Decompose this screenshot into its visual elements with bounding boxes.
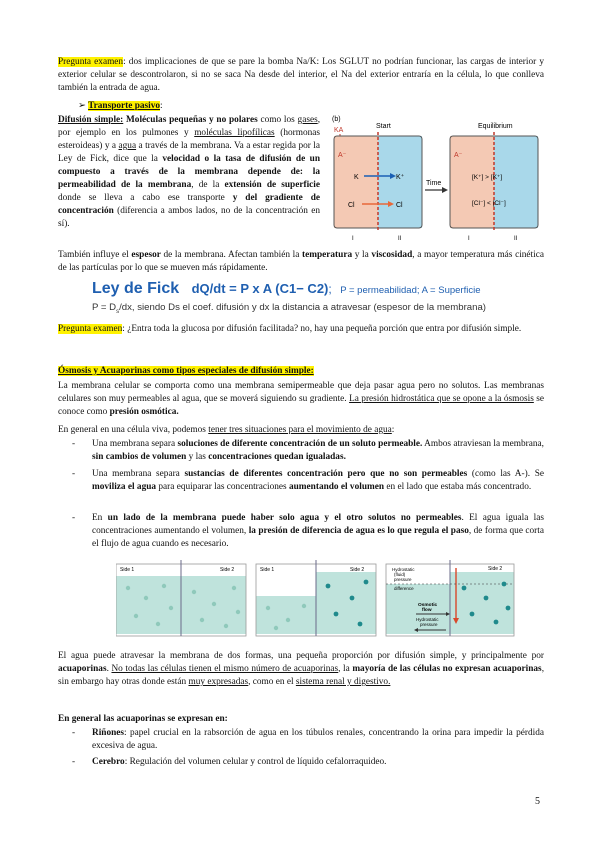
- hydro-pressure-label: Hydrostatic: [416, 617, 439, 622]
- text: , de la: [191, 180, 225, 190]
- cl-label-2: Cl: [396, 202, 403, 209]
- bold-presion: presión osmótica.: [109, 407, 179, 417]
- fick-law-block: [92, 280, 552, 298]
- acuaporinas-heading: [58, 713, 544, 726]
- osmosis-diagram: [116, 558, 516, 638]
- text: para equiparar las concentraciones: [156, 482, 289, 492]
- eq-side-ii-label: II: [514, 236, 518, 242]
- gases-text: gases: [297, 115, 318, 125]
- eq-left-fluid: [450, 136, 494, 228]
- side-ii-label: II: [398, 236, 402, 242]
- underline-text: sistema renal y digestivo.: [295, 677, 391, 687]
- bold: la presión de diferencia de agua es lo que regula el paso: [248, 526, 469, 536]
- agua-text: agua: [118, 141, 137, 151]
- text: de la membrana. Afectan también la: [160, 250, 303, 260]
- bold: Riñones: [92, 728, 125, 738]
- text: : papel crucial en la rabsorción de agua en los túbulos renales, concentrando la orina para impedir la pérdida excesiva de agua.: [92, 728, 544, 751]
- exam-text: : ¿Entra toda la glucosa por difusión facilitada? no, hay una pequeña porción que entra por difusión simple.: [122, 324, 522, 334]
- eq-side-i-label: I: [468, 236, 470, 242]
- dash: -: [72, 469, 76, 479]
- osmosis-heading: Ósmosis y Acuaporinas como tipos especiales de difusión simple:: [58, 366, 314, 376]
- exam-question-1: [58, 56, 544, 95]
- text: . El agua iguala las concentraciones aumentando el volumen,: [92, 513, 544, 536]
- text: y las: [186, 452, 209, 462]
- difusion-title: Difusión simple:: [58, 115, 124, 125]
- text: En: [92, 513, 108, 523]
- underline-text: No todas las células tienen el mismo número de acuaporinas: [111, 664, 339, 674]
- text: /dx, siendo Ds el coef. difusión y dx la distancia a atravesar (espesor de la membrana): [119, 302, 486, 313]
- bullet-text: [92, 727, 544, 753]
- eq-k-label: [K⁺] > [K⁺]: [472, 174, 503, 181]
- tambien-influye-paragraph: [58, 249, 544, 275]
- sep: ;: [328, 282, 332, 296]
- panel-b-left-fluid: [256, 596, 316, 634]
- panel-a-side2: Side 2: [220, 567, 235, 573]
- bullet-text: [92, 438, 544, 464]
- tres-situaciones: [58, 424, 544, 437]
- text: (hormonas esteroideas) y a: [58, 128, 320, 151]
- bold-espesor: espesor: [131, 250, 161, 260]
- bold: aumentando el volumen: [288, 482, 385, 492]
- dash: -: [72, 439, 76, 449]
- panel-label: (b): [332, 116, 341, 123]
- osmosis-paragraph: [58, 380, 544, 419]
- time-arrow-head: [442, 187, 448, 193]
- start-left-fluid: [334, 136, 378, 228]
- osmotic-label: Osmotic: [418, 603, 438, 608]
- text: , como en el: [248, 677, 296, 687]
- cerebro-item: [58, 756, 544, 769]
- fick-equation: dQ/dt = P x A (C1− C2): [191, 281, 329, 296]
- page-number: 5: [535, 796, 540, 807]
- cl-label: Cl: [348, 202, 355, 209]
- a-minus-left: A⁻: [338, 152, 347, 159]
- bold: un lado de la membrana puede haber solo agua y el otro solutos no permeables: [107, 513, 462, 523]
- fick-title: Ley de Fick: [92, 280, 180, 297]
- lipofilicas-text: moléculas lipofílicas: [194, 128, 275, 138]
- panel-b-side2: Side 2: [350, 567, 365, 573]
- text: como los: [257, 115, 298, 125]
- text: donde se lleva a cabo ese transporte: [58, 193, 233, 203]
- bold: sin cambios de volumen: [92, 452, 187, 462]
- text: , por ejemplo en los pulmones y: [58, 115, 321, 138]
- hydro-label-2: (fluid): [394, 572, 406, 577]
- side-i-label: I: [352, 236, 354, 242]
- osmosis-title: [58, 365, 544, 378]
- bold: Cerebro: [92, 757, 125, 767]
- bold-moleculas: Moléculas pequeñas y no polares: [126, 115, 258, 125]
- hydro-label-4: difference: [394, 586, 414, 591]
- arrow-bullet-icon: ➢: [78, 101, 86, 111]
- text: También influye el: [58, 250, 132, 260]
- k-label: K: [354, 174, 359, 181]
- text: (como las A-). Se: [467, 469, 544, 479]
- text: y la: [352, 250, 372, 260]
- exam-question-2: [58, 323, 544, 336]
- bold: moviliza el agua: [92, 482, 157, 492]
- underline-text: La presión hidrostática que se opone a la ósmosis: [349, 394, 534, 404]
- bold: concentraciones quedan igualadas.: [208, 452, 346, 462]
- bold-viscosidad: viscosidad: [371, 250, 413, 260]
- dash: -: [72, 757, 76, 767]
- bullet-text: [92, 512, 544, 551]
- hydro-pressure-label-2: pressure: [420, 622, 438, 627]
- a-minus-right: A⁻: [454, 152, 463, 159]
- exam-label: Pregunta examen: [58, 57, 124, 67]
- equilibrium-label: Equilibrium: [478, 123, 513, 130]
- bold-gradiente: y del gradiente de concentración: [58, 193, 320, 216]
- time-label: Time: [426, 180, 442, 187]
- text: :: [391, 425, 395, 435]
- text: , de forma que corta el flujo de agua cuando es necesario.: [92, 526, 544, 549]
- text: , sin embargo hay otras donde están: [58, 664, 545, 687]
- situation-1: [58, 438, 544, 464]
- text: Ambos atraviesan la membrana,: [422, 439, 544, 449]
- text: .: [106, 664, 112, 674]
- bold: soluciones de diferente concentración de un soluto permeable.: [177, 439, 423, 449]
- panel-c-side2: Side 2: [488, 566, 503, 572]
- fick-legend: P = permeabilidad; A = Superficie: [340, 285, 481, 296]
- panel-c-right-fluid: [450, 572, 514, 634]
- situation-2: [58, 468, 544, 494]
- text: : Regulación del volumen celular y control de líquido cefalorraquideo.: [124, 757, 387, 767]
- eq-right-fluid: [494, 136, 538, 228]
- rinones-item: [58, 727, 544, 753]
- situation-3: [58, 512, 544, 551]
- bullet-text: [92, 468, 544, 494]
- start-right-fluid: [378, 136, 422, 228]
- bold-mayoria: mayoría de las células no expresan acuaporinas: [352, 664, 542, 674]
- underline-text: tener tres situaciones para el movimiento de agua: [208, 425, 392, 435]
- text: Una membrana separa: [92, 469, 185, 479]
- agua-paragraph: [58, 650, 544, 689]
- hydro-label-1: Hydrostatic: [392, 567, 415, 572]
- panel-a-side1: Side 1: [120, 567, 135, 573]
- exam-text: : dos implicaciones de que se pare la bomba Na/K: Los SGLUT no podrían funcionar, las cargas de interior y exterior celular se descontrolaron, si no se saca Na desde del interior, el Na del exterior entraría en la célula, lo que conlleva también la entrada de agua.: [58, 57, 545, 93]
- diffusion-diagram: [330, 112, 544, 247]
- panel-b-side1: Side 1: [260, 567, 275, 573]
- sub: s: [116, 308, 120, 315]
- text: Una membrana separa: [92, 439, 178, 449]
- exam-label: Pregunta examen: [58, 324, 123, 334]
- bold-velocidad: velocidad o la tasa de difusión de un compuesto a través de la membrana depende de: la permeabilidad de la membrana: [58, 154, 320, 190]
- text: en el lado que estaba más concentrado.: [384, 482, 532, 492]
- text: La membrana celular se comporta como una membrana semipermeable que deja pasar agua pero no solutos. Las membranas celulares son muy permeables al agua, que se moverá siguiendo su gradiente.: [58, 381, 544, 404]
- text: , la: [338, 664, 353, 674]
- dash: -: [72, 513, 76, 523]
- bold-temperatura: temperatura: [302, 250, 353, 260]
- text: (diferencia a ambos lados, no de la concentración en sí).: [58, 206, 320, 229]
- text: En general en una célula viva, podemos: [58, 425, 209, 435]
- bold-superficie: extensión de superficie: [224, 180, 320, 190]
- difusion-simple-paragraph: [58, 114, 320, 231]
- text: a través de la membrana. Va a estar regida por la Ley de Fick, dice que la: [58, 141, 320, 164]
- k-plus-label: K⁺: [396, 174, 405, 181]
- panel-c-left-fluid: [386, 584, 450, 634]
- start-label: Start: [376, 123, 391, 130]
- colon: :: [160, 101, 163, 111]
- osmotic-label-2: flow: [422, 608, 432, 613]
- text: , a mayor temperatura más cinética de las partículas por lo que se mueven más rápidamente.: [58, 250, 544, 273]
- bold: sustancias de diferentes concentración pero que no son permeables: [184, 469, 468, 479]
- text: se conoce como: [58, 394, 545, 417]
- underline-text: muy expresadas: [188, 677, 249, 687]
- eq-cl-label: [Cl⁻] < [Cl⁻]: [472, 200, 506, 207]
- fick-second-line: [92, 302, 552, 315]
- hydro-label-3: pressure: [394, 577, 412, 582]
- text: El agua puede atravesar la membrana de dos formas, una pequeña proporción por difusión simple, y principalmente por: [58, 651, 544, 661]
- bold-heading: En general las acuaporinas se expresan en:: [58, 714, 228, 724]
- ka-label: KA: [334, 127, 344, 134]
- bullet-text: [92, 756, 544, 769]
- bold-acuaporinas: acuaporinas: [58, 664, 107, 674]
- text: P = D: [92, 302, 117, 313]
- dash: -: [72, 728, 76, 738]
- section-title: Transporte pasivo: [88, 101, 161, 111]
